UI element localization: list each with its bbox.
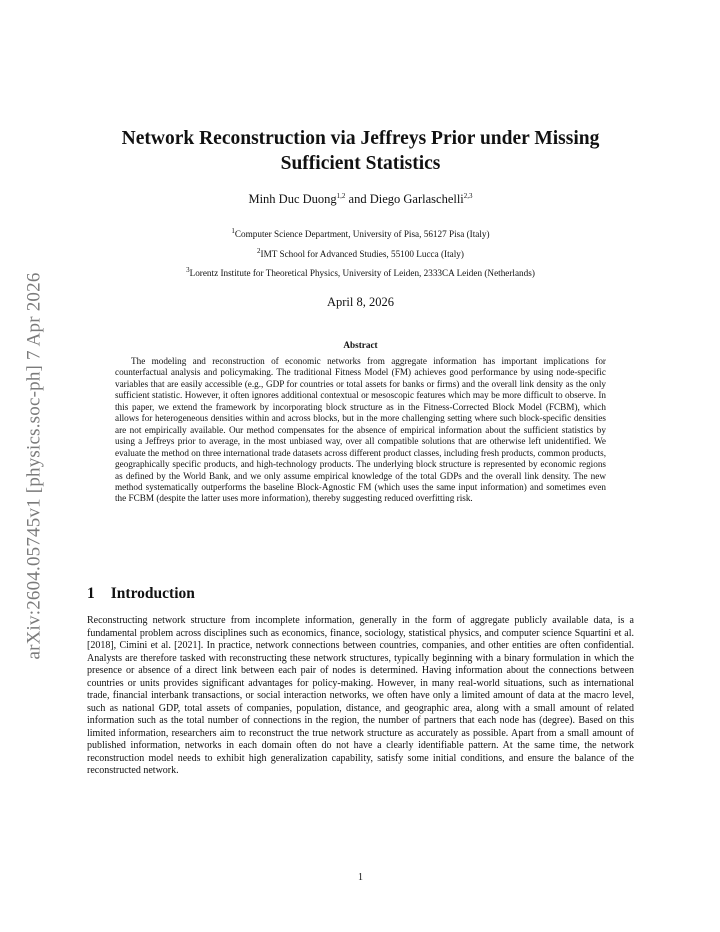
author-affil-marker: 1,2 <box>336 192 346 200</box>
affiliation <box>87 223 634 243</box>
affiliation-marker: 1 <box>231 227 235 235</box>
section-title: Introduction <box>110 585 195 602</box>
affiliation-list <box>87 223 634 282</box>
arxiv-identifier: arXiv:2604.05745v1 [physics.soc-ph] 7 Apr 2026 <box>24 272 45 660</box>
abstract-heading: Abstract <box>343 340 378 350</box>
affiliation <box>87 243 634 263</box>
affiliation-marker: 2 <box>257 246 261 255</box>
paper-title: Network Reconstruction via Jeffreys Prior under Missing Sufficient Statistics <box>121 128 600 174</box>
affiliation-text: Lorentz Institute for Theoretical Physics, University of Leiden, 2333CA Leiden (Netherlands) <box>189 268 535 279</box>
page-number: 1 <box>358 872 363 883</box>
section-text: Reconstructing network structure from incomplete information, generally in the form of aggregate publicly available data, is a fundamental problem across disciplines such as economics, finance, sociology, statistical physics, and computer science Squartini et al. [2018], Cimini et al. [2021]. In practice, network connections between countries, companies, and other entities are often confidential. Analysts are therefore tasked with reconstructing these network structures, typically beginning with a binary formulation in which the presence or absence of a direct link between each pair of nodes is determined. Having information about the connections between countries or units provides significant advantages for policy-making. However, in many real-world situations, such as international trade, financial interbank transactions, or social interaction networks, we often have only a limited amount of data at the macro level, such as national GDP, total assets of companies, population, distance, and geographic area, along with a small amount of related information such as the total number of connections in the region, the number of partners that each node has (degree). Based on this limited information, researchers aim to reconstruct the true network structure as accurately as possible. Apart from a small amount of published information, networks in each domain often do not have a clearly identifiable pattern. At the same time, the network reconstruction model needs to exhibit high generalization capability, satisfy some initial conditions, and ensure the balance of the reconstructed network. <box>87 615 634 776</box>
author-separator: and <box>345 192 370 207</box>
affiliation-marker: 3 <box>186 266 190 275</box>
author-name: Minh Duc Duong <box>248 192 337 207</box>
affiliation <box>87 262 634 282</box>
author-name: Diego Garlaschelli <box>369 192 464 207</box>
affiliation-text: Computer Science Department, University of Pisa, 56127 Pisa (Italy) <box>234 229 490 240</box>
author-line <box>87 192 634 207</box>
author-affil-marker: 2,3 <box>463 192 473 200</box>
affiliation-text: IMT School for Advanced Studies, 55100 Lucca (Italy) <box>260 248 464 259</box>
abstract-text: The modeling and reconstruction of economic networks from aggregate information has important implications for counterfactual analysis and policymaking. The traditional Fitness Model (FM) achieves good performance by using node-specific variables that are easily accessible (e.g., GDP for countries or total assets for banks or firms) and the overall link density as the only sufficient statistic. However, it often ignores additional contextual or mesoscopic features which may be more difficult to observe. In this paper, we extend the framework by incorporating block structure as in the Fitness-Corrected Block Model (FCBM), which allows for heterogeneous densities within and across blocks, but in the more challenging setting where such block-specific densities are not empirically available. Our method compensates for the absence of empirical information about the sufficient statistics by using a Jeffreys prior to average, in the most unbiased way, over all compatible solutions that are otherwise left unidentified. We evaluate the method on three international trade datasets across different product classes, including fresh products, common products, geographically specific products, and high-technology products. The underlying block structure is represented by economic regions as defined by the World Bank, and we only assume empirical knowledge of the total GDPs and the overall link density. The new method systematically outperforms the baseline Block-Agnostic FM (which uses the same input information) and sometimes even the FCBM (despite the latter uses more information), thereby suggesting reduced overfitting risk. <box>115 356 606 504</box>
paper-date: April 8, 2026 <box>326 295 394 309</box>
section-number: 1 <box>87 585 95 602</box>
section-heading <box>87 585 195 603</box>
arxiv-sidebar <box>22 0 48 932</box>
